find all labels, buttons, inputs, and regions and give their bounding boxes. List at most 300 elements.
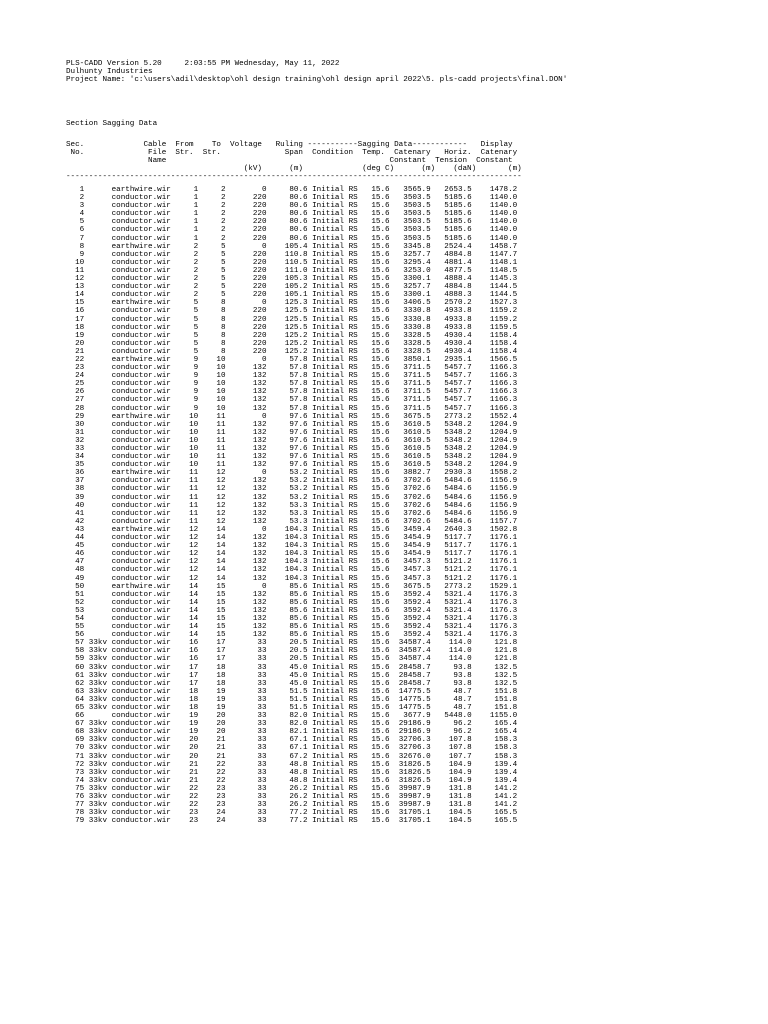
table-cell: 23: [170, 809, 199, 818]
table-cell: 12: [170, 525, 199, 534]
table-cell: 165.5: [471, 809, 518, 818]
table-cell: 220: [225, 226, 267, 235]
table-cell: conductor.wir: [107, 202, 171, 211]
table-cell: 132: [225, 404, 267, 413]
table-cell: 2773.2: [430, 582, 472, 591]
table-cell: conductor.wir: [107, 793, 171, 802]
table-row: [66, 510, 517, 518]
table-cell: 9: [66, 250, 85, 259]
table-cell: [84, 226, 107, 234]
table-cell: 132: [225, 501, 267, 510]
table-cell: 14: [170, 590, 199, 599]
table-cell: 15.6: [357, 614, 390, 623]
table-cell: 15.6: [357, 712, 390, 721]
table-cell: 5448.0: [430, 712, 472, 721]
table-cell: 76: [66, 793, 85, 802]
table-cell: 2: [170, 258, 199, 267]
table-cell: 80.6: [266, 202, 308, 211]
table-cell: 3503.5: [389, 218, 431, 227]
table-cell: 15: [198, 614, 226, 623]
table-cell: 15.6: [357, 396, 390, 405]
table-cell: conductor.wir: [107, 655, 171, 664]
table-cell: 97.6: [266, 436, 308, 445]
table-cell: [84, 566, 107, 574]
table-cell: 11: [170, 509, 199, 518]
table-cell: 15.6: [357, 817, 390, 826]
table-cell: conductor.wir: [107, 404, 171, 413]
table-cell: 82.0: [266, 712, 308, 721]
table-cell: 15.6: [357, 525, 390, 534]
table-cell: Initial RS: [307, 388, 358, 397]
table-cell: 12: [198, 485, 226, 494]
table-cell: 2: [198, 194, 226, 203]
table-row: [66, 202, 517, 210]
column-header-line: Name Constant Tension Constant: [66, 157, 513, 166]
table-cell: 5: [198, 283, 226, 292]
table-cell: conductor.wir: [107, 420, 171, 429]
table-cell: 25: [66, 380, 85, 389]
table-cell: conductor.wir: [107, 687, 171, 696]
table-cell: 8: [198, 347, 226, 356]
table-cell: 15.6: [357, 372, 390, 381]
table-cell: conductor.wir: [107, 720, 171, 729]
table-cell: Initial RS: [307, 194, 358, 203]
table-cell: 42: [66, 517, 85, 526]
table-cell: 19: [198, 687, 226, 696]
table-cell: 10: [170, 412, 199, 421]
table-cell: 15.6: [357, 388, 390, 397]
table-cell: 5117.7: [430, 550, 472, 559]
table-cell: 5484.6: [430, 485, 472, 494]
table-cell: 12: [66, 275, 85, 284]
table-row: [66, 712, 517, 720]
table-cell: 132: [225, 534, 267, 543]
table-cell: Initial RS: [307, 817, 358, 826]
table-cell: conductor.wir: [107, 623, 171, 632]
table-row: [66, 801, 517, 809]
table-cell: 151.8: [471, 704, 518, 712]
table-cell: 14: [198, 525, 226, 534]
table-cell: 165.4: [471, 728, 518, 737]
table-cell: 45.0: [266, 671, 308, 680]
table-cell: 33kv: [84, 671, 108, 680]
table-cell: 2: [170, 266, 199, 275]
table-cell: 15: [66, 299, 85, 308]
table-cell: Initial RS: [307, 404, 358, 413]
table-cell: 12: [170, 558, 199, 567]
table-cell: 3406.5: [389, 299, 431, 308]
table-cell: 33: [225, 679, 267, 688]
table-cell: conductor.wir: [107, 194, 171, 203]
table-cell: 10: [198, 404, 226, 413]
table-cell: 4877.5: [430, 266, 472, 275]
table-cell: 93.8: [430, 671, 472, 680]
table-cell: 4933.8: [430, 315, 472, 324]
table-cell: 104.3: [266, 525, 308, 534]
table-cell: 97.6: [266, 412, 308, 421]
table-cell: 53.2: [266, 493, 308, 502]
table-cell: [84, 364, 107, 372]
table-cell: 6: [66, 226, 85, 235]
table-cell: 10: [198, 355, 226, 364]
table-cell: conductor.wir: [107, 283, 171, 292]
table-cell: 132: [225, 388, 267, 397]
table-cell: [84, 631, 107, 639]
table-cell: 1: [170, 210, 199, 219]
table-cell: 24: [66, 372, 85, 381]
table-cell: 14: [198, 542, 226, 551]
table-cell: 3257.7: [389, 250, 431, 259]
table-cell: 11: [170, 517, 199, 526]
table-cell: 1: [170, 202, 199, 211]
table-cell: 1204.9: [471, 461, 518, 470]
table-cell: 80.6: [266, 194, 308, 203]
table-cell: 15.6: [357, 291, 390, 300]
table-cell: 107.8: [430, 744, 472, 753]
table-cell: 33: [225, 704, 267, 712]
table-cell: 21: [198, 744, 226, 753]
table-row: [66, 720, 517, 728]
table-cell: 132: [225, 509, 267, 518]
table-cell: 15.6: [357, 210, 390, 219]
table-cell: Initial RS: [307, 412, 358, 421]
table-cell: 15: [198, 590, 226, 599]
table-cell: 20.5: [266, 655, 308, 664]
table-cell: 80.6: [266, 218, 308, 227]
table-cell: 5484.6: [430, 493, 472, 502]
table-row: [66, 348, 517, 356]
table-cell: Initial RS: [307, 501, 358, 510]
table-row: [66, 356, 517, 364]
table-cell: 80.6: [266, 234, 308, 243]
table-cell: 125.3: [266, 299, 308, 308]
table-cell: 33kv: [84, 784, 108, 793]
table-cell: 104.3: [266, 542, 308, 551]
table-cell: 23: [198, 784, 226, 793]
table-cell: Initial RS: [307, 558, 358, 567]
table-cell: conductor.wir: [107, 428, 171, 437]
table-cell: Initial RS: [307, 218, 358, 227]
table-cell: 49: [66, 574, 85, 583]
table-cell: 15.6: [357, 509, 390, 518]
table-cell: earthwire.wir: [107, 186, 171, 194]
table-cell: conductor.wir: [107, 509, 171, 518]
table-cell: 132: [225, 420, 267, 429]
table-cell: 33kv: [84, 655, 108, 664]
table-cell: 104.9: [430, 768, 472, 777]
table-cell: Initial RS: [307, 517, 358, 526]
table-cell: 1478.2: [471, 186, 518, 194]
table-cell: conductor.wir: [107, 695, 171, 704]
table-row: [66, 688, 517, 696]
table-cell: conductor.wir: [107, 307, 171, 316]
table-row: [66, 307, 517, 315]
table-cell: 4884.8: [430, 283, 472, 292]
table-cell: 132: [225, 574, 267, 583]
table-cell: 85.6: [266, 623, 308, 632]
table-cell: 1: [170, 218, 199, 227]
table-cell: 78: [66, 809, 85, 818]
table-cell: 9: [170, 388, 199, 397]
table-cell: earthwire.wir: [107, 242, 171, 251]
table-cell: 0: [225, 469, 267, 478]
table-cell: 3711.5: [389, 396, 431, 405]
table-cell: 15.6: [357, 194, 390, 203]
table-cell: conductor.wir: [107, 744, 171, 753]
table-cell: 15.6: [357, 566, 390, 575]
table-cell: 3503.5: [389, 210, 431, 219]
table-cell: 0: [225, 355, 267, 364]
table-cell: 33kv: [84, 744, 108, 753]
table-cell: Initial RS: [307, 258, 358, 267]
table-cell: 15.6: [357, 631, 390, 640]
table-cell: 15.6: [357, 242, 390, 251]
table-cell: conductor.wir: [107, 712, 171, 721]
table-row: [66, 526, 517, 534]
table-cell: conductor.wir: [107, 704, 171, 712]
table-cell: Initial RS: [307, 728, 358, 737]
table-cell: Initial RS: [307, 704, 358, 712]
table-cell: 2773.2: [430, 412, 472, 421]
table-cell: 3675.5: [389, 412, 431, 421]
table-cell: 30: [66, 420, 85, 429]
table-cell: [84, 251, 107, 259]
table-cell: 132: [225, 614, 267, 623]
table-cell: 15.6: [357, 720, 390, 729]
table-cell: 220: [225, 339, 267, 348]
table-cell: 1: [170, 186, 199, 194]
table-cell: 1155.0: [471, 712, 518, 721]
table-cell: 22: [66, 355, 85, 364]
table-cell: 3454.9: [389, 542, 431, 551]
table-cell: conductor.wir: [107, 250, 171, 259]
table-cell: 220: [225, 291, 267, 300]
table-cell: 132: [225, 380, 267, 389]
table-cell: 10: [198, 396, 226, 405]
table-cell: 31826.5: [389, 760, 431, 769]
table-cell: 75: [66, 784, 85, 793]
table-cell: 4: [66, 210, 85, 219]
table-cell: 28: [66, 404, 85, 413]
table-cell: 0: [225, 582, 267, 591]
table-cell: 33kv: [84, 801, 108, 810]
table-cell: conductor.wir: [107, 598, 171, 607]
table-cell: 2: [66, 194, 85, 203]
table-cell: 3711.5: [389, 388, 431, 397]
table-cell: 1176.1: [471, 558, 518, 567]
table-cell: Initial RS: [307, 525, 358, 534]
table-cell: 15.6: [357, 453, 390, 462]
table-cell: 132.5: [471, 679, 518, 688]
table-cell: 32676.0: [389, 752, 431, 761]
table-cell: conductor.wir: [107, 542, 171, 551]
table-cell: 19: [170, 728, 199, 737]
table-cell: Initial RS: [307, 776, 358, 785]
table-cell: 68: [66, 728, 85, 737]
table-cell: [84, 413, 107, 421]
table-cell: 220: [225, 323, 267, 332]
table-cell: 1156.9: [471, 477, 518, 486]
table-cell: 3459.4: [389, 525, 431, 534]
table-cell: 5348.2: [430, 436, 472, 445]
table-cell: [84, 518, 107, 526]
table-cell: 11: [198, 428, 226, 437]
table-cell: 111.0: [266, 266, 308, 275]
table-cell: 96.2: [430, 728, 472, 737]
table-cell: 1158.4: [471, 347, 518, 356]
table-cell: conductor.wir: [107, 266, 171, 275]
table-cell: 10: [198, 364, 226, 373]
table-cell: 15.6: [357, 266, 390, 275]
table-cell: Initial RS: [307, 736, 358, 745]
table-cell: Initial RS: [307, 250, 358, 259]
table-cell: 35: [66, 461, 85, 470]
table-cell: 3454.9: [389, 550, 431, 559]
table-cell: 44: [66, 534, 85, 543]
table-cell: 105.4: [266, 242, 308, 251]
table-cell: 4930.4: [430, 339, 472, 348]
table-cell: Initial RS: [307, 355, 358, 364]
table-cell: 14: [198, 558, 226, 567]
table-row: [66, 728, 517, 736]
table-cell: 33: [225, 712, 267, 721]
table-cell: 33kv: [84, 639, 108, 648]
table-cell: 70: [66, 744, 85, 753]
table-cell: 10: [170, 420, 199, 429]
table-cell: 20: [198, 728, 226, 737]
table-cell: 33: [225, 728, 267, 737]
table-row: [66, 785, 517, 793]
table-cell: [84, 575, 107, 583]
table-cell: 15.6: [357, 202, 390, 211]
table-cell: 45.0: [266, 679, 308, 688]
table-row: [66, 340, 517, 348]
table-cell: conductor.wir: [107, 453, 171, 462]
table-cell: 1176.1: [471, 550, 518, 559]
table-cell: 15.6: [357, 275, 390, 284]
table-cell: 110.8: [266, 250, 308, 259]
table-cell: 5: [198, 266, 226, 275]
table-cell: 46: [66, 550, 85, 559]
table-cell: 1: [66, 186, 85, 194]
table-cell: 1158.4: [471, 339, 518, 348]
table-cell: [84, 437, 107, 445]
table-cell: conductor.wir: [107, 534, 171, 543]
table-cell: 5117.7: [430, 542, 472, 551]
table-cell: 1176.3: [471, 590, 518, 599]
table-cell: 1166.3: [471, 396, 518, 405]
table-cell: 1147.7: [471, 250, 518, 259]
table-cell: 53: [66, 606, 85, 615]
table-cell: 132: [225, 396, 267, 405]
table-cell: 22: [170, 784, 199, 793]
table-row: [66, 566, 517, 574]
table-cell: 165.5: [471, 817, 518, 826]
table-cell: Initial RS: [307, 590, 358, 599]
table-cell: 33kv: [84, 752, 108, 761]
table-cell: 21: [170, 776, 199, 785]
table-row: [66, 405, 517, 413]
table-cell: 3677.9: [389, 712, 431, 721]
table-cell: 50: [66, 582, 85, 591]
table-cell: 15.6: [357, 226, 390, 235]
table-cell: Initial RS: [307, 477, 358, 486]
table-cell: [84, 235, 107, 243]
table-cell: 1156.9: [471, 501, 518, 510]
table-cell: Initial RS: [307, 784, 358, 793]
table-cell: Initial RS: [307, 663, 358, 672]
table-cell: 79: [66, 817, 85, 826]
table-cell: 55: [66, 623, 85, 632]
table-cell: 104.3: [266, 574, 308, 583]
table-cell: 3702.6: [389, 517, 431, 526]
table-cell: 3675.5: [389, 582, 431, 591]
table-row: [66, 550, 517, 558]
table-cell: 15.6: [357, 307, 390, 316]
table-cell: 21: [66, 347, 85, 356]
table-cell: [84, 502, 107, 510]
table-cell: earthwire.wir: [107, 469, 171, 478]
table-row: [66, 469, 517, 477]
table-cell: 33kv: [84, 793, 108, 802]
table-cell: 85.6: [266, 598, 308, 607]
table-cell: conductor.wir: [107, 226, 171, 235]
table-cell: Initial RS: [307, 720, 358, 729]
table-cell: 31705.1: [389, 817, 431, 826]
table-cell: 8: [198, 323, 226, 332]
table-cell: 18: [170, 695, 199, 704]
table-row: [66, 534, 517, 542]
table-cell: 15.6: [357, 679, 390, 688]
table-cell: 3592.4: [389, 590, 431, 599]
table-cell: earthwire.wir: [107, 355, 171, 364]
table-cell: 220: [225, 202, 267, 211]
table-cell: 15: [198, 582, 226, 591]
table-cell: 1156.9: [471, 485, 518, 494]
table-cell: conductor.wir: [107, 501, 171, 510]
table-cell: Initial RS: [307, 606, 358, 615]
table-cell: 12: [198, 469, 226, 478]
table-row: [66, 388, 517, 396]
table-cell: 9: [170, 380, 199, 389]
table-cell: Initial RS: [307, 380, 358, 389]
table-cell: 1166.3: [471, 372, 518, 381]
table-cell: 23: [66, 364, 85, 373]
table-cell: 77: [66, 801, 85, 810]
table-cell: 33kv: [84, 817, 108, 826]
table-cell: 22: [170, 793, 199, 802]
table-cell: 1148.1: [471, 258, 518, 267]
table-cell: 5121.2: [430, 566, 472, 575]
table-cell: 3300.1: [389, 291, 431, 300]
table-cell: 15: [198, 598, 226, 607]
table-cell: 19: [198, 695, 226, 704]
table-cell: 4884.8: [430, 250, 472, 259]
table-cell: 132: [225, 590, 267, 599]
table-cell: conductor.wir: [107, 396, 171, 405]
table-row: [66, 299, 517, 307]
table-cell: 2: [198, 202, 226, 211]
table-cell: 2524.4: [430, 242, 472, 251]
table-cell: [84, 307, 107, 315]
table-cell: [84, 583, 107, 591]
table-cell: 33kv: [84, 728, 108, 737]
table-cell: 104.3: [266, 558, 308, 567]
table-cell: 72: [66, 760, 85, 769]
table-cell: 1: [170, 234, 199, 243]
table-cell: 1204.9: [471, 420, 518, 429]
table-cell: 2: [170, 275, 199, 284]
